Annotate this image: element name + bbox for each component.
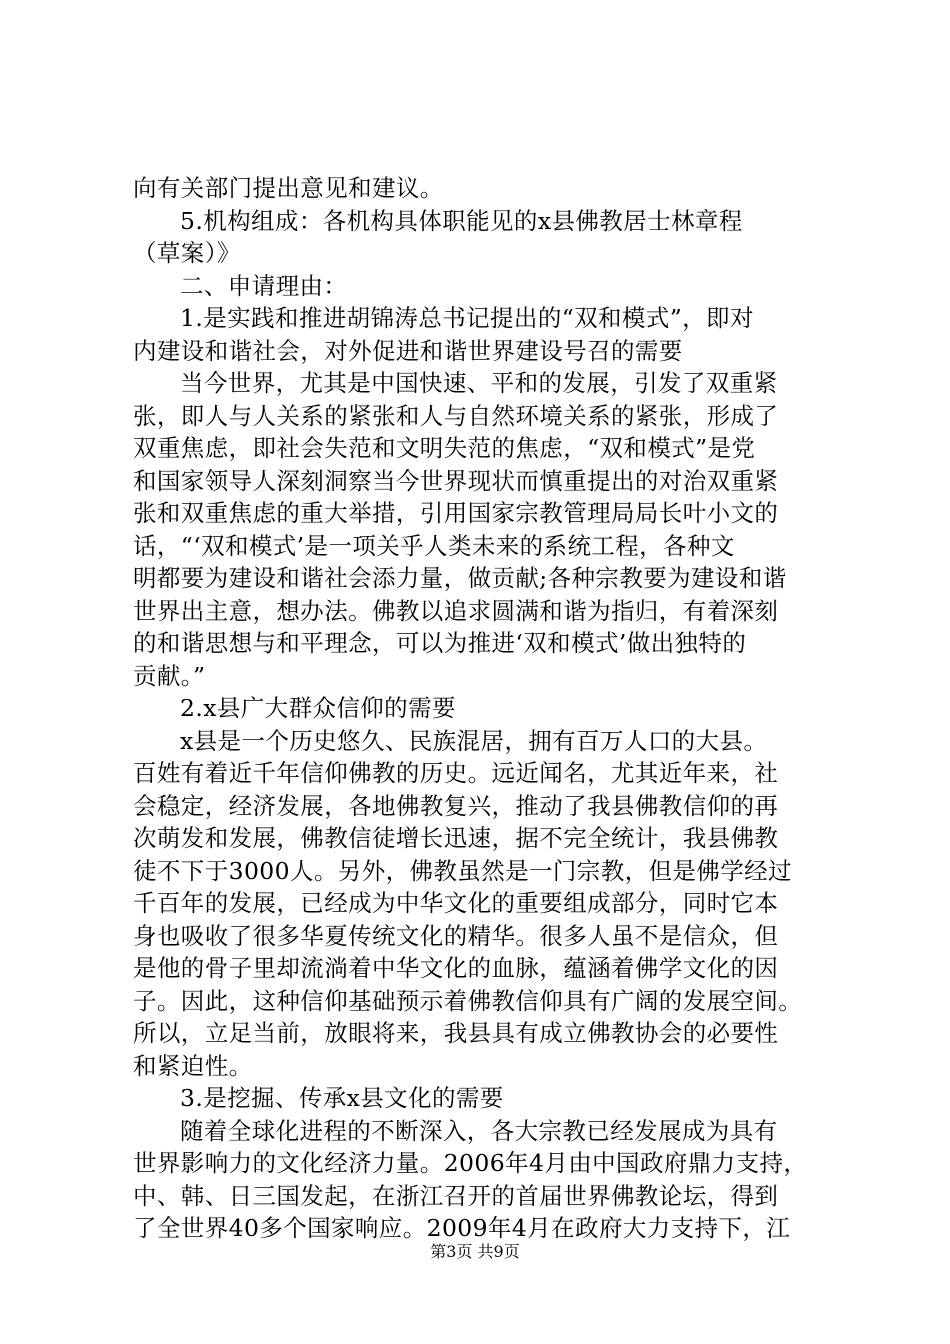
- text-line: 徒不下于3000人。另外，佛教虽然是一门宗教，但是佛学经过: [133, 856, 792, 885]
- text-line: 世界影响力的文化经济力量。2006年4月由中国政府鼎力支持，: [133, 1149, 808, 1177]
- text-line: 的和谐思想与和平理念，可以为推进‘双和模式’做出独特的: [133, 629, 747, 657]
- text-line: 向有关部门提出意见和建议。: [133, 174, 444, 202]
- text-line: 子。因此，这种信仰基础预示着佛教信仰具有广阔的发展空间。: [133, 986, 803, 1015]
- text-line: （草案）》: [133, 239, 241, 267]
- text-line: 1.是实践和推进胡锦涛总书记提出的“双和模式”，即对: [180, 304, 754, 332]
- text-line: x县是一个历史悠久、民族混居，拥有百万人口的大县。: [180, 726, 768, 755]
- text-line: 内建设和谐社会，对外促进和谐世界建设号召的需要: [133, 336, 683, 365]
- text-line: 了全世界40多个国家响应。2009年4月在政府大力支持下，江: [133, 1214, 791, 1242]
- text-line: 二、申请理由：: [180, 271, 348, 300]
- text-line: 和紧迫性。: [133, 1051, 253, 1080]
- document-body: [133, 172, 833, 1245]
- text-line: 3.是挖掘、传承x县文化的需要: [180, 1084, 504, 1112]
- text-line: 双重焦虑，即社会失范和文明失范的焦虑，“双和模式”是党: [133, 434, 756, 462]
- text-line: 千百年的发展，已经成为中华文化的重要组成部分，同时它本: [133, 889, 779, 917]
- text-line: 和国家领导人深刻洞察当今世界现状而慎重提出的对治双重紧: [133, 466, 779, 495]
- text-line: 百姓有着近千年信仰佛教的历史。远近闻名，尤其近年来，社: [133, 759, 779, 787]
- text-line: 世界出主意，想办法。佛教以追求圆满和谐为指归，有着深刻: [133, 596, 779, 625]
- text-line: 身也吸收了很多华夏传统文化的精华。很多人虽不是信众，但: [133, 921, 779, 950]
- text-line: 次萌发和发展，佛教信徒增长迅速，据不完全统计，我县佛教: [133, 824, 779, 852]
- text-line: 当今世界，尤其是中国快速、平和的发展，引发了双重紧: [180, 369, 778, 397]
- text-line: 贡献。”: [133, 661, 206, 690]
- text-line: 张，即人与人关系的紧张和人与自然环境关系的紧张，形成了: [133, 401, 779, 430]
- text-line: 明都要为建设和谐社会添力量，做贡献;各种宗教要为建设和谐: [133, 564, 787, 592]
- text-line: 5.机构组成：各机构具体职能见的x县佛教居士林章程: [180, 206, 743, 235]
- text-line: 话，“‘双和模式’是一项关乎人类未来的系统工程，各种文: [133, 531, 735, 560]
- text-line: 2.x县广大群众信仰的需要: [180, 694, 456, 722]
- text-line: 会稳定，经济发展，各地佛教复兴，推动了我县佛教信仰的再: [133, 791, 779, 820]
- text-line: 随着全球化进程的不断深入，各大宗教已经发展成为具有: [180, 1116, 778, 1145]
- text-line: 所以，立足当前，放眼将来，我县具有成立佛教协会的必要性: [133, 1019, 779, 1047]
- text-line: 张和双重焦虑的重大举措，引用国家宗教管理局局长叶小文的: [133, 499, 779, 527]
- text-line: 中、韩、日三国发起，在浙江召开的首届世界佛教论坛，得到: [133, 1181, 779, 1210]
- page-footer: 第3页 共9页: [430, 1242, 520, 1261]
- text-line: 是他的骨子里却流淌着中华文化的血脉，蕴涵着佛学文化的因: [133, 954, 779, 982]
